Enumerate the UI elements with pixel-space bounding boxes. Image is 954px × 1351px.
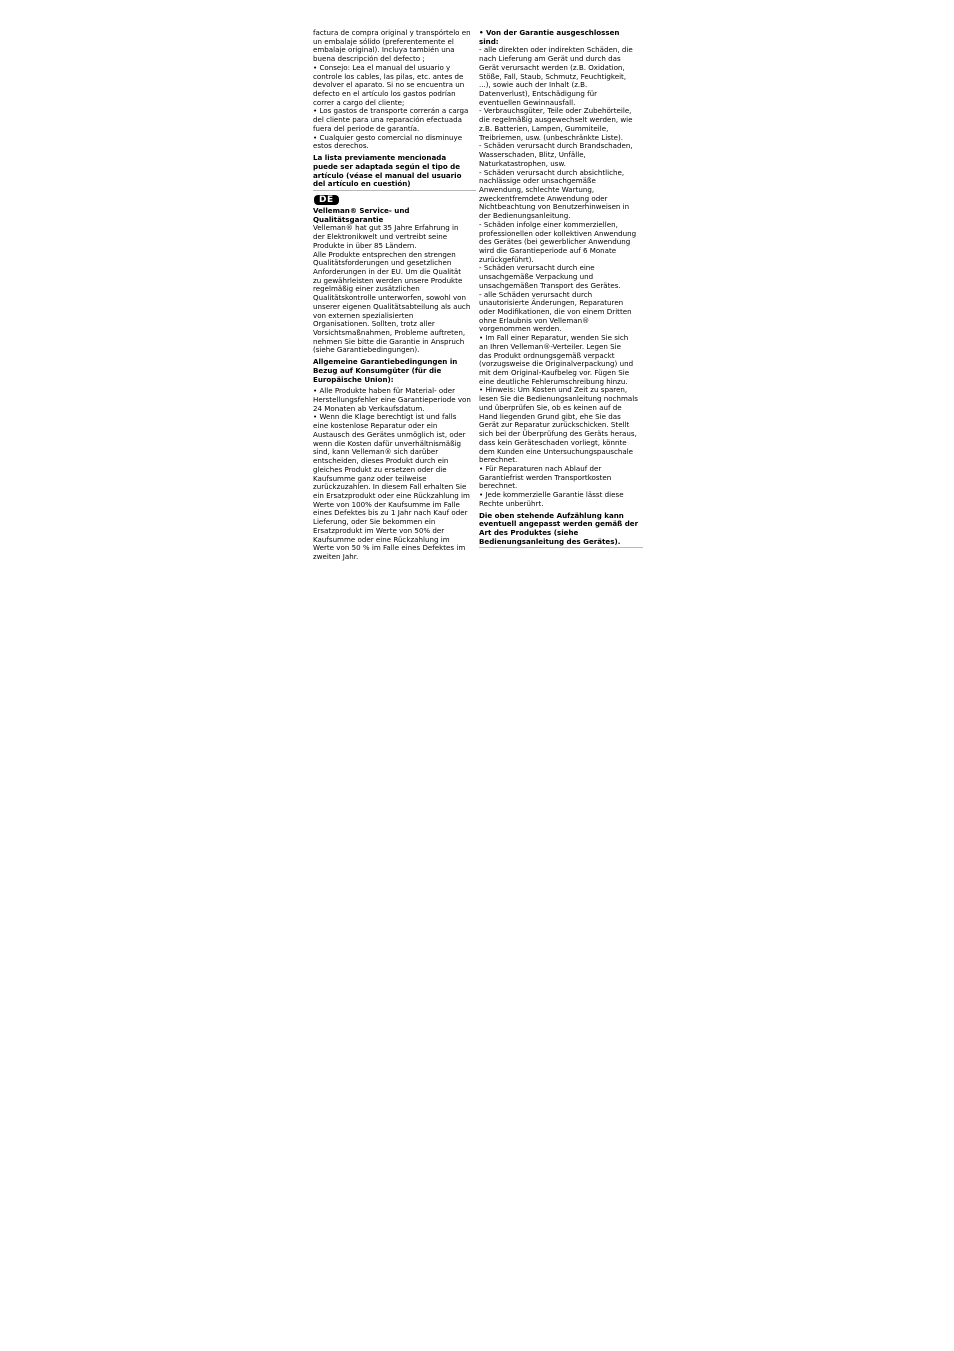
text-line: Bedienungsanleitung des Gerätes). — [479, 536, 621, 546]
text-line: ...), sowie auch der Inhalt (z.B. — [479, 80, 588, 90]
text-line: sind: — [479, 36, 499, 46]
text-line: der Bedienungsanleitung. — [479, 211, 571, 221]
text-line: nachlässige oder unsachgemäße — [479, 176, 596, 186]
text-line: - Verbrauchsgüter, Teile oder Zubehörteile, — [479, 106, 632, 116]
text-line: - Schäden verursacht durch eine — [479, 263, 595, 273]
text-line: zurückzuzahlen. In diesem Fall erhalten Sie — [313, 482, 467, 492]
text-line: Anwendung, schlechte Wartung, — [479, 184, 595, 194]
text-line: • Für Reparaturen nach Ablauf der — [479, 463, 602, 473]
text-line: Garantiefrist werden Transportkosten — [479, 472, 612, 482]
text-line: Datenverlust), Entschädigung für — [479, 89, 597, 99]
text-line: • Alle Produkte haben für Material- oder — [313, 386, 455, 396]
text-line: - alle Schäden verursacht durch — [479, 289, 593, 299]
text-line: ein Ersatzprodukt oder eine Rückzahlung im — [313, 490, 470, 500]
text-line: zweckentfremdete Anwendung oder — [479, 193, 608, 203]
text-line: dass kein Geräteschaden vorliegt, könnte — [479, 437, 627, 447]
text-line: • Cualquier gesto comercial no disminuye — [313, 132, 463, 142]
text-line: lesen Sie die Bedienungsanleitung nochmals — [479, 394, 638, 404]
text-line: Anforderungen in der EU. Um die Qualität — [313, 266, 462, 276]
text-line: embalaje original). Incluya también una — [313, 45, 455, 55]
text-line: • Jede kommerzielle Garantie lässt diese — [479, 490, 624, 500]
text-line: wenn die Kosten dafür unverhältnismäßig — [313, 438, 462, 448]
text-line: del artículo en cuestión) — [313, 179, 411, 189]
text-line: berechnet. — [479, 481, 518, 491]
text-line: Die oben stehende Aufzählung kann — [479, 510, 624, 520]
text-line: der Elektronikwelt und vertreibt seine — [313, 232, 448, 242]
text-line: unsachgemäßen Transport des Gerätes. — [479, 280, 621, 290]
text-line: Alle Produkte entsprechen den strengen — [313, 249, 456, 259]
text-line: zweiten Jahr. — [313, 551, 359, 561]
text-line: Werte von 50 % im Falle eines Defektes im — [313, 543, 466, 553]
text-line: Produkte in über 85 Ländern. — [313, 240, 417, 250]
text-line: Nichtbeachtung von Benutzerhinweisen in — [479, 202, 630, 212]
text-line: La lista previamente mencionada — [313, 153, 447, 163]
text-line: 24 Monaten ab Verkaufsdatum. — [313, 403, 425, 413]
text-line: Werte von 100% der Kaufsumme im Falle — [313, 499, 460, 509]
text-line: • Hinweis: Um Kosten und Zeit zu sparen, — [479, 385, 628, 395]
text-line: Kaufsumme oder eine Rückzahlung im — [313, 534, 450, 544]
text-line: • Los gastos de transporte correrán a carga — [313, 106, 469, 116]
text-line: Austausch des Gerätes unmöglich ist, oder — [313, 429, 466, 439]
text-line: von externen spezialisierten — [313, 310, 414, 320]
section-divider — [313, 190, 476, 191]
text-line: vorgenommen werden. — [479, 324, 562, 334]
text-line: sich bei der Überprüfung des Geräts heraus, — [479, 429, 637, 439]
text-line: unserer eigenen Qualitätsabteilung als auch — [313, 301, 471, 311]
text-line: - alle direkten oder indirekten Schäden, die — [479, 45, 633, 55]
text-line: Hand liegenden Grund gibt, ehe Sie das — [479, 411, 621, 421]
text-line: eventuellen Gewinnausfall. — [479, 97, 576, 107]
text-line: (vorzugsweise die Originalverpackung) und — [479, 359, 634, 369]
text-line: - Schäden verursacht durch absichtliche, — [479, 167, 625, 177]
text-line: Art des Produktes (siehe — [479, 527, 579, 537]
de-general-conditions-body — [313, 387, 476, 561]
text-line: • Wenn die Klage berechtigt ist und falls — [313, 412, 457, 422]
text-line: Velleman® Service- und — [313, 205, 410, 215]
text-line: Velleman® hat gut 35 Jahre Erfahrung in — [313, 223, 459, 233]
text-line: wird die Garantieperiode auf 6 Monate — [479, 245, 617, 255]
text-line: devolver el aparato. Si no se encuentra un — [313, 80, 465, 90]
text-line: Herstellungsfehler eine Garantieperiode von — [313, 395, 471, 405]
text-line: del cliente para una reparación efectuada — [313, 115, 462, 125]
text-line: z.B. Batterien, Lampen, Gummiteile, — [479, 123, 609, 133]
text-line: • Von der Garantie ausgeschlossen — [479, 28, 620, 37]
text-line: defecto en el artículo los gastos podrían — [313, 89, 456, 99]
text-line: eine deutliche Fehlerumschreibung hinzu. — [479, 376, 628, 386]
text-line: unsachgemäße Verpackung und — [479, 272, 594, 282]
left-column — [313, 29, 476, 562]
text-line: unautorisierte Änderungen, Reparaturen — [479, 298, 624, 308]
text-line: mit dem Original-Kaufbeleg vor. Fügen Sie — [479, 368, 630, 378]
text-line: berechnet. — [479, 455, 518, 465]
text-line: Allgemeine Garantiebedingungen in — [313, 357, 458, 367]
text-line: Europäische Union): — [313, 374, 394, 384]
text-line: nach Lieferung am Gerät und durch das — [479, 54, 621, 64]
text-line: an Ihren Velleman®-Verteiler. Legen Sie — [479, 341, 621, 351]
text-line: nehmen Sie bitte die Garantie in Anspruch — [313, 336, 465, 346]
text-line: entscheiden, dieses Produkt durch ein — [313, 456, 449, 466]
text-line: controle los cables, las pilas, etc. antes de — [313, 71, 464, 81]
text-line: die regelmäßig ausgewechselt werden, wie — [479, 115, 633, 125]
text-line: factura de compra original y transpórtelo en — [313, 28, 471, 37]
text-line: • Consejo: Lea el manual del usuario y — [313, 62, 451, 72]
text-line: Qualitätsgarantie — [313, 214, 384, 224]
text-line: estos derechos. — [313, 141, 369, 151]
text-line: gleiches Produkt zu ersetzen oder die — [313, 464, 447, 474]
text-line: Organisationen. Sollten, trotz aller — [313, 319, 435, 329]
text-line: fuera del periode de garantía. — [313, 123, 420, 133]
text-line: Vorsichtsmaßnahmen, Probleme auftreten, — [313, 328, 466, 337]
text-line: eine kostenlose Reparatur oder ein — [313, 421, 438, 431]
text-line: - Schäden infolge einer kommerziellen, — [479, 219, 618, 229]
text-line: buena descripción del defecto ; — [313, 54, 425, 64]
text-line: und überprüfen Sie, ob es keinen auf de — [479, 402, 622, 412]
text-line: Wasserschaden, Blitz, Unfälle, — [479, 150, 586, 160]
text-line: Qualitätsforderungen und gesetzlichen — [313, 258, 452, 268]
text-line: das Produkt ordnungsgemäß verpackt — [479, 350, 615, 360]
text-line: puede ser adaptada según el tipo de — [313, 161, 461, 171]
text-line: Qualitätskontrolle unterworfen, sowohl von — [313, 293, 467, 303]
text-line: • Im Fall einer Reparatur, wenden Sie sich — [479, 333, 629, 343]
section-divider — [479, 547, 643, 548]
text-line: des Gerätes (bei gewerblicher Anwendung — [479, 237, 631, 247]
text-line: zurückgeführt). — [479, 254, 534, 264]
text-line: zu gewährleisten werden unsere Produkte — [313, 275, 463, 285]
es-warranty-continuation — [313, 29, 476, 151]
text-line: Treibriemen, usw. (unbeschränkte Liste). — [479, 132, 624, 142]
text-line: Naturkatastrophen, usw. — [479, 158, 566, 168]
text-line: Bezug auf Konsumgüter (für die — [313, 365, 442, 375]
text-line: Ersatzprodukt im Werte von 50% der — [313, 525, 445, 535]
text-line: Gerät verursacht werden (z.B. Oxidation, — [479, 62, 625, 72]
text-line: eines Defektes bis zu 1 Jahr nach Kauf oder — [313, 508, 468, 518]
text-line: Lieferung, oder Sie bekommen ein — [313, 517, 436, 527]
text-line: oder Modifikationen, die von einem Dritten — [479, 307, 632, 316]
text-line: sind, kann Velleman® sich darüber — [313, 447, 439, 457]
text-line: dem Kunden eine Untersuchungspauschale — [479, 446, 634, 456]
text-line: ohne Erlaubnis von Velleman® — [479, 315, 590, 325]
text-line: regelmäßig einer zusätzlichen — [313, 284, 420, 294]
text-line: un embalaje sólido (preferentemente el — [313, 36, 454, 46]
de-section-title — [313, 207, 476, 224]
right-column — [479, 29, 643, 550]
text-line: artículo (véase el manual del usuario — [313, 170, 462, 180]
text-line: correr a cargo del cliente; — [313, 97, 405, 107]
text-line: Stöße, Fall, Staub, Schmutz, Feuchtigkeit, — [479, 71, 627, 81]
es-adaptation-note — [313, 154, 476, 189]
text-line: Gerät zur Reparatur zurückschicken. Stellt — [479, 420, 630, 430]
language-badge-de: DE — [314, 195, 339, 205]
text-line: professionellen oder kollektiven Anwendung — [479, 228, 637, 238]
de-general-conditions-heading — [313, 358, 476, 384]
de-exclusions-body — [479, 46, 643, 508]
text-line: Rechte unberührt. — [479, 498, 544, 508]
de-adaptation-note — [479, 512, 643, 547]
text-line: - Schäden verursacht durch Brandschaden, — [479, 141, 633, 151]
de-exclusions-heading — [479, 29, 643, 46]
text-line: Kaufsumme ganz oder teilweise — [313, 473, 427, 483]
text-line: eventuell angepasst werden gemäß der — [479, 519, 639, 529]
de-intro-paragraph — [313, 224, 476, 355]
text-line: (siehe Garantiebedingungen). — [313, 345, 420, 355]
